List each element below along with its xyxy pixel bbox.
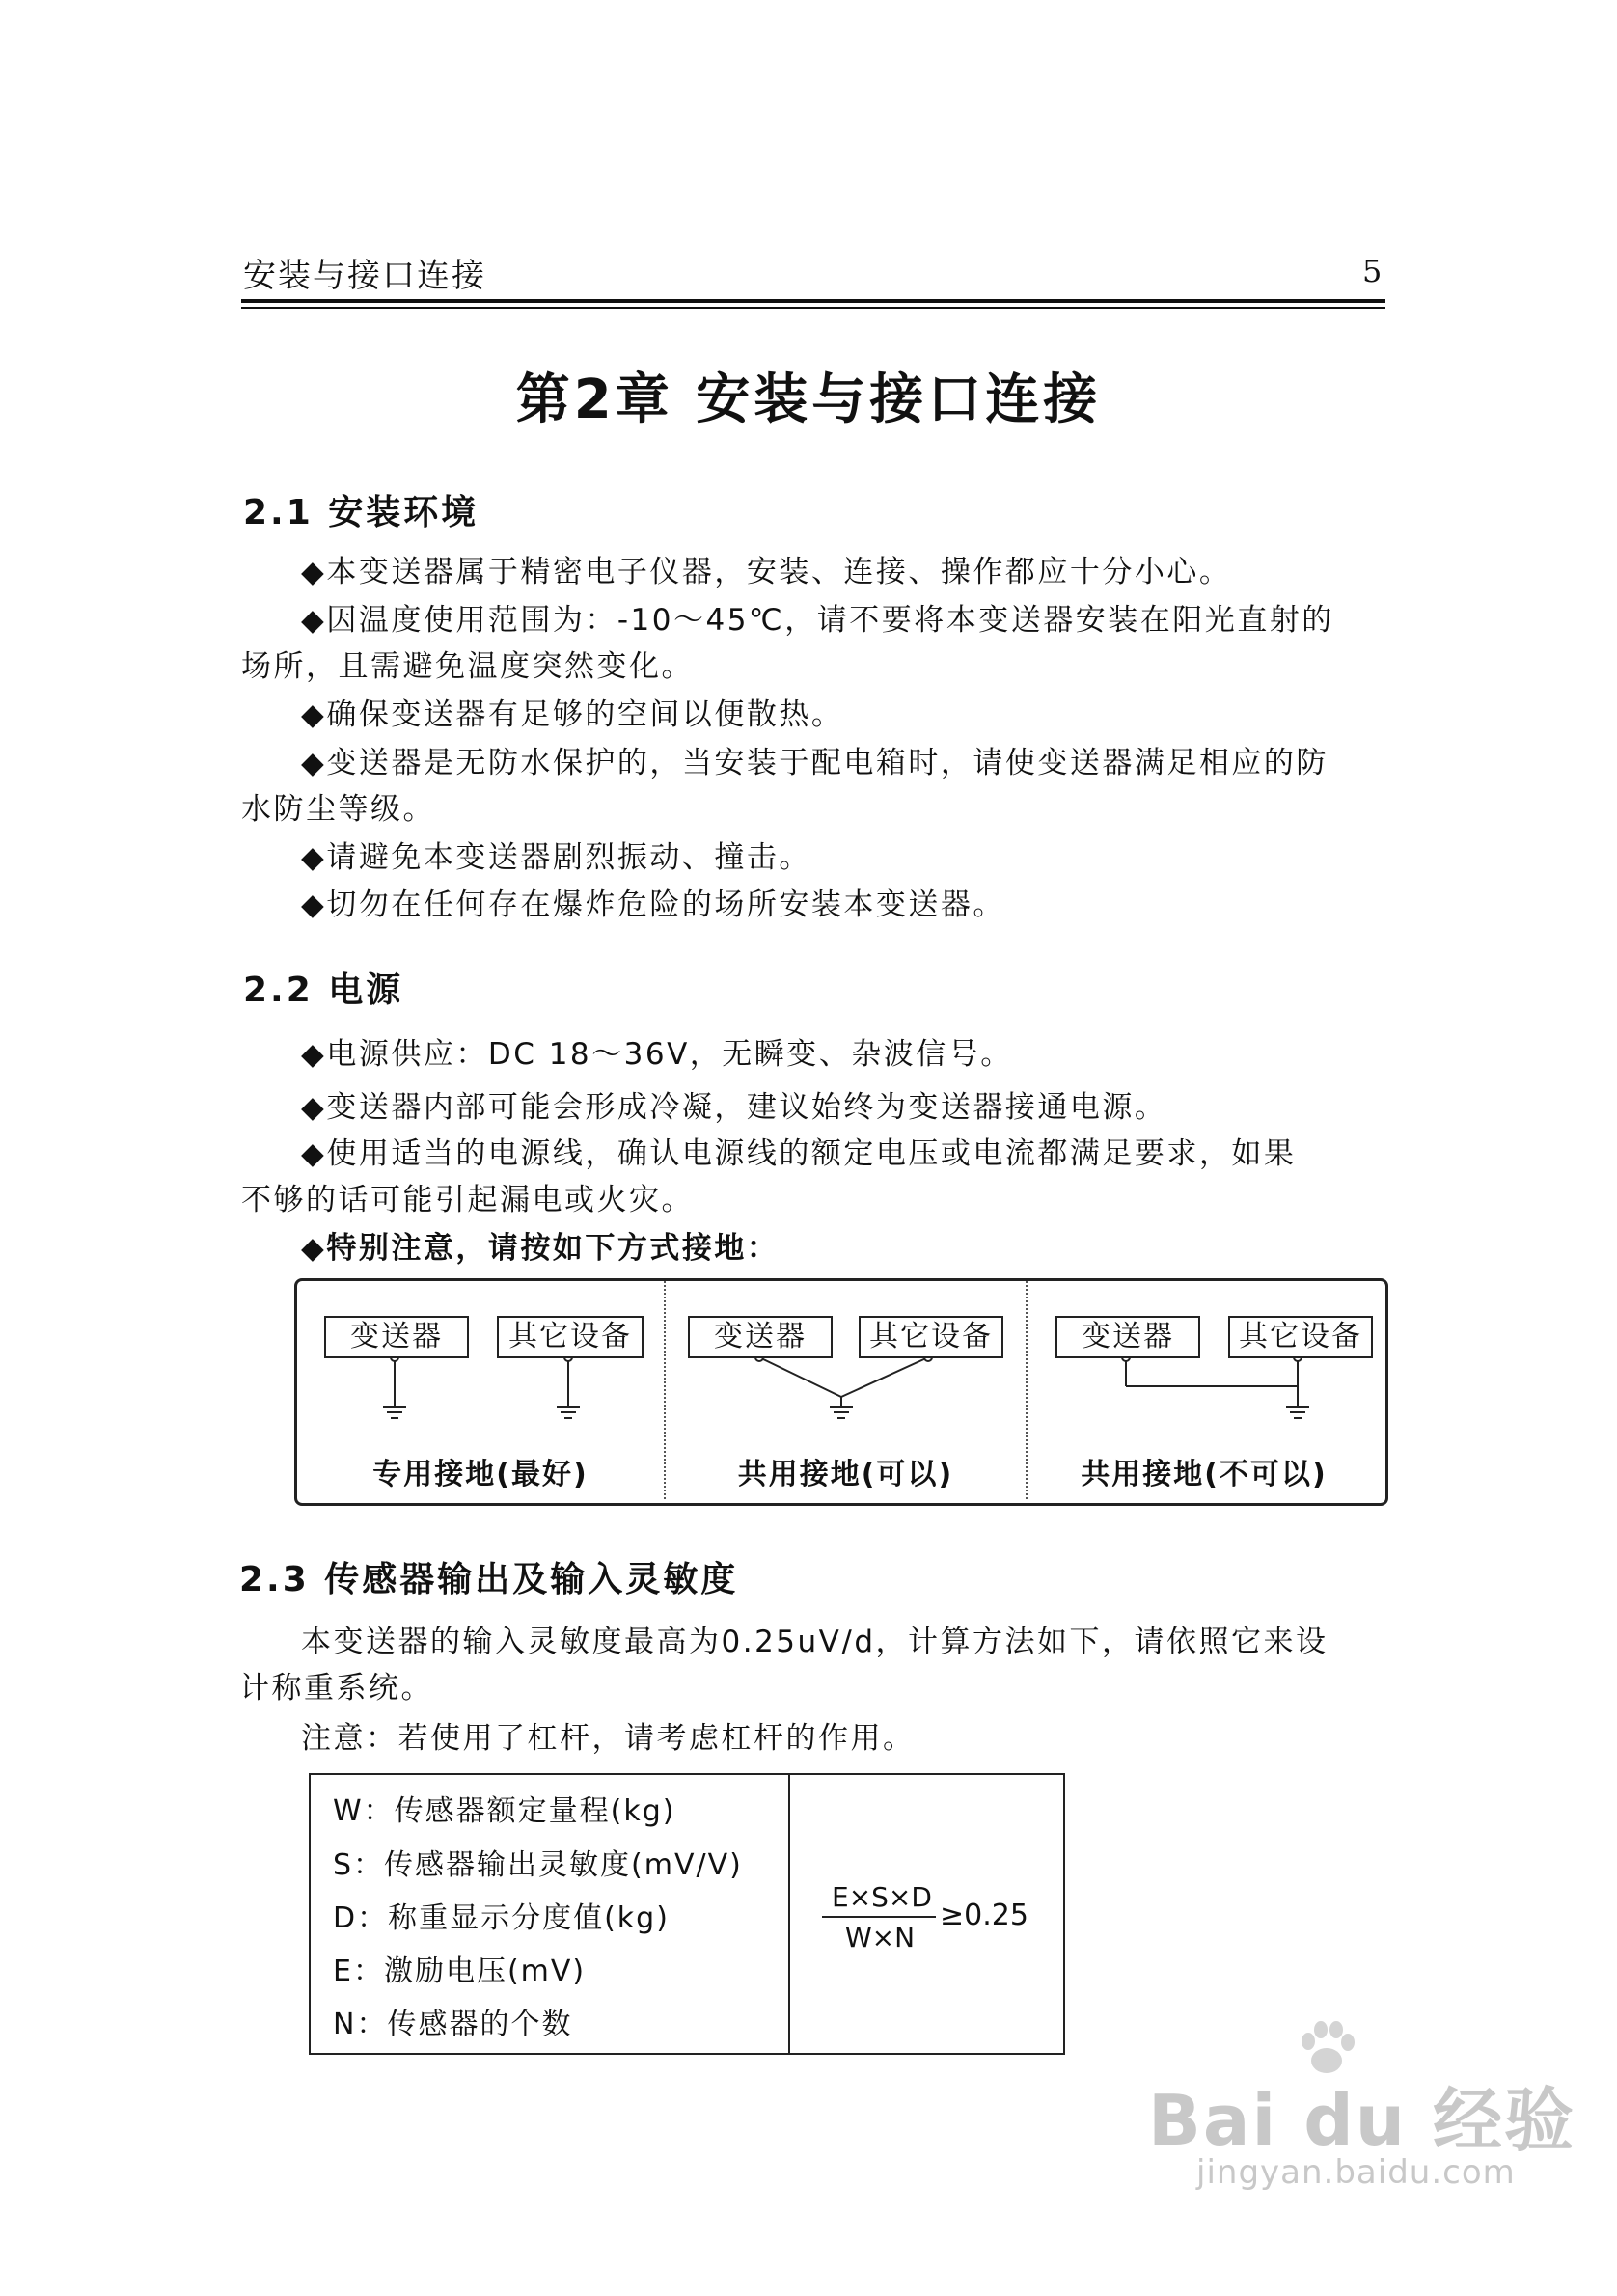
var-w: W：传感器额定量程(kg) bbox=[333, 1794, 676, 1828]
s21-bullet-5: ◆请避免本变送器剧烈振动、撞击。 bbox=[301, 840, 811, 875]
s21-bullet-4-line2: 水防尘等级。 bbox=[241, 792, 435, 827]
var-n: N：传感器的个数 bbox=[333, 2008, 573, 2041]
formula-fraction-bar bbox=[822, 1916, 936, 1918]
section-2-1-heading: 2.1 安装环境 bbox=[243, 493, 480, 533]
s22-bullet-4: ◆特别注意，请按如下方式接地： bbox=[301, 1231, 780, 1266]
running-title: 安装与接口连接 bbox=[243, 257, 486, 295]
s21-bullet-2-line1: ◆因温度使用范围为：-10～45℃，请不要将本变送器安装在阳光直射的 bbox=[301, 603, 1334, 638]
var-s: S：传感器输出灵敏度(mV/V) bbox=[333, 1848, 743, 1882]
formula-table-divider bbox=[788, 1773, 790, 2053]
s21-bullet-3: ◆确保变送器有足够的空间以便散热。 bbox=[301, 697, 844, 732]
s21-bullet-1: ◆本变送器属于精密电子仪器，安装、连接、操作都应十分小心。 bbox=[301, 555, 1232, 589]
var-e: E：激励电压(mV) bbox=[333, 1954, 587, 1988]
other-device-box-1: 其它设备 bbox=[497, 1316, 644, 1358]
s21-bullet-4-line1: ◆变送器是无防水保护的，当安装于配电箱时，请使变送器满足相应的防 bbox=[301, 746, 1329, 780]
s23-note: 注意：若使用了杠杆，请考虑杠杆的作用。 bbox=[301, 1721, 916, 1756]
other-device-box-3: 其它设备 bbox=[1228, 1316, 1373, 1358]
s21-bullet-2-line2: 场所，且需避免温度突然变化。 bbox=[241, 649, 694, 684]
transmitter-box-2: 变送器 bbox=[688, 1316, 833, 1358]
s23-para-line1: 本变送器的输入灵敏度最高为0.25uV/d，计算方法如下，请依照它来设 bbox=[301, 1625, 1329, 1659]
s22-bullet-2: ◆变送器内部可能会形成冷凝，建议始终为变送器接通电源。 bbox=[301, 1090, 1167, 1125]
s22-bullet-3-line2: 不够的话可能引起漏电或火灾。 bbox=[241, 1183, 694, 1217]
formula-rhs: ≥0.25 bbox=[940, 1899, 1028, 1932]
s21-bullet-6: ◆切勿在任何存在爆炸危险的场所安装本变送器。 bbox=[301, 888, 1005, 922]
section-2-3-heading: 2.3 传感器输出及输入灵敏度 bbox=[239, 1560, 739, 1599]
paw-icon bbox=[1293, 2016, 1360, 2084]
page-number: 5 bbox=[1362, 253, 1383, 289]
transmitter-box-1: 变送器 bbox=[324, 1316, 469, 1358]
s22-bullet-1: ◆电源供应：DC 18～36V，无瞬变、杂波信号。 bbox=[301, 1037, 1013, 1072]
other-device-box-2: 其它设备 bbox=[859, 1316, 1003, 1358]
chapter-title: 第2章 安装与接口连接 bbox=[515, 369, 1102, 431]
watermark-brand: Bai du 经验 bbox=[1148, 2080, 1576, 2161]
caption-shared-ground-bad: 共用接地(不可以) bbox=[1081, 1458, 1328, 1491]
ground-symbols bbox=[383, 1407, 1309, 1418]
formula-denominator: W×N bbox=[844, 1922, 916, 1954]
watermark-url: jingyan.baidu.com bbox=[1196, 2153, 1516, 2192]
caption-shared-ground-ok: 共用接地(可以) bbox=[737, 1458, 954, 1491]
baidu-watermark bbox=[1148, 2064, 1576, 2165]
var-d: D：称重显示分度值(kg) bbox=[333, 1901, 670, 1935]
s22-bullet-3-line1: ◆使用适当的电源线，确认电源线的额定电压或电流都满足要求，如果 bbox=[301, 1136, 1297, 1171]
section-2-2-heading: 2.2 电源 bbox=[243, 970, 404, 1010]
formula-numerator: E×S×D bbox=[832, 1881, 932, 1913]
caption-dedicated-ground: 专用接地(最好) bbox=[372, 1458, 589, 1491]
transmitter-box-3: 变送器 bbox=[1055, 1316, 1200, 1358]
s23-para-line2: 计称重系统。 bbox=[239, 1671, 433, 1706]
